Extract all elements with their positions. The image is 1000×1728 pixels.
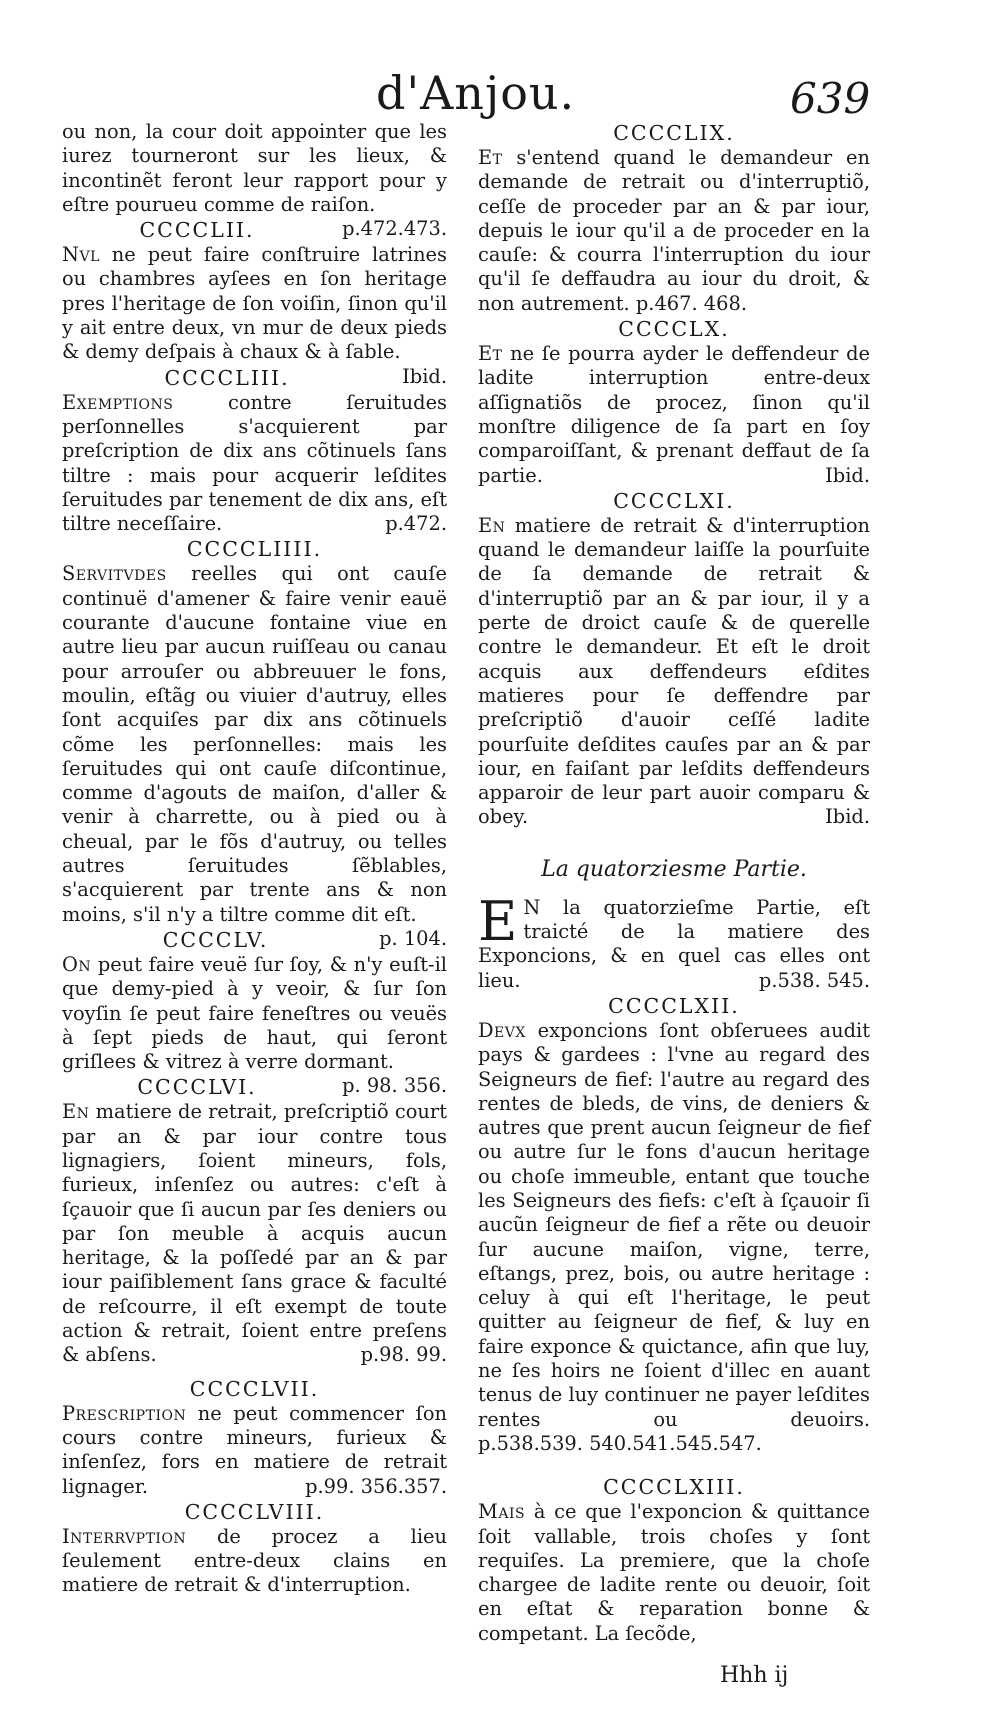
running-header: d'Anjou. bbox=[376, 66, 576, 120]
article-lead-word: Nvl bbox=[62, 243, 100, 267]
page-reference: p.538. 545. bbox=[758, 968, 870, 992]
page-reference: p.538.539. 540.541.545.547. bbox=[478, 1431, 762, 1455]
page-reference: p.472. bbox=[385, 512, 447, 536]
page-number: 639 bbox=[790, 74, 871, 123]
article-text: matiere de retrait & d'interruption quand le demandeur laiſſe la pourſuite de ſa demande de retrait & d'interruptiõ par an & par iour, il y a perte de droict cauſe & de querelle contre le demandeur. Et eſt le droit acquis aux deffendeurs eſdites matieres pour ſe deffendre par preſcriptiõ d'auoir ceſſé ladite pourſuite deſdites cauſes par an & par iour, en faiſant par leſdits deffendeurs apparoir de leur part auoir comparu & obey. bbox=[478, 513, 870, 829]
article-text: ne peut commencer ſon cours contre mineurs, furieux & inſenſez, fors en matiere de retrait lignager. bbox=[62, 1401, 447, 1498]
page-reference: Ibid. bbox=[825, 463, 870, 487]
part-intro-paragraph bbox=[478, 889, 870, 993]
article-number: CCCCLXIII. bbox=[603, 1475, 745, 1500]
article-lead-word: Prescription bbox=[62, 1401, 187, 1425]
page-reference: Ibid. bbox=[825, 805, 870, 829]
page-reference: p. 98. 356. bbox=[342, 1074, 447, 1098]
page-reference: p.472.473. bbox=[342, 217, 447, 241]
left-column bbox=[62, 120, 447, 1598]
signature-mark: Hhh ij bbox=[720, 1663, 789, 1688]
article-lead-word: Mais bbox=[478, 1500, 526, 1524]
article-paragraph bbox=[478, 1500, 870, 1646]
article-paragraph bbox=[478, 146, 870, 316]
article-paragraph bbox=[62, 391, 447, 537]
article-lead-word: On bbox=[62, 952, 92, 976]
article-text: à ce que l'exponcion & quittance ſoit vallable, trois choſes y ſont requiſes. La premiere, que la choſe chargee de ladite rente ou deuoir, ſoit en eſtat & reparation bonne & competant. La ſecõde, bbox=[478, 1500, 870, 1645]
page-reference: Ibid. bbox=[402, 364, 447, 388]
article-text: ne ſe pourra ayder le deffendeur de ladite interruption entre-deux aſſignatiõs de procez, ſinon qu'il monſtre diligence de ſa part en ſoy comparoiſſant, & prenant deffaut de ſa partie. bbox=[478, 342, 870, 487]
article-number: CCCCLXII. bbox=[608, 993, 740, 1018]
article-paragraph bbox=[478, 514, 870, 830]
article-number: CCCCLV. bbox=[162, 927, 269, 952]
right-column bbox=[478, 120, 870, 1646]
article-number: CCCCLII. bbox=[139, 218, 255, 243]
page-reference: p.99. 356.357. bbox=[305, 1474, 447, 1498]
article-paragraph bbox=[478, 1019, 870, 1456]
article-lead-word: En bbox=[62, 1100, 90, 1124]
article-text: peut faire veuë ſur ſoy, & n'y euſt-il que demy-pied à y veoir, & ſur ſon voyſin ſe peut faire feneſtres ou veuës à ſept pieds de haut, qui ſeront griſlees & vitrez à verre dormant. bbox=[62, 952, 447, 1074]
article-text: contre ſeruitudes perſonnelles s'acquierent par preſcription de dix ans cõtinuels ſans tiltre : mais pour acquerir leſdites ſeruitudes par tenement de dix ans, eſt tiltre neceſſaire. bbox=[62, 390, 447, 536]
article-number: CCCCLXI. bbox=[613, 488, 735, 513]
article-text: ne peut faire conſtruire latrines ou chambres ayſees en ſon heritage pres l'heritage de ſon voiſin, ſinon qu'il y ait entre deux, vn mur de deux pieds & demy deſpais à chaux & à ſable. bbox=[62, 243, 447, 364]
page-reference: p.467. 468. bbox=[635, 291, 747, 315]
article-paragraph bbox=[62, 1525, 447, 1598]
article-text: s'entend quand le demandeur en demande de retrait ou d'interruptiõ, ceſſe de proceder par an & par iour, depuis le iour qu'il a de proceder en la cauſe: & courra l'interruption du iour qu'il ſe deffaudra au iour du droit, & non autrement. bbox=[478, 146, 870, 315]
article-lead-word: En bbox=[478, 513, 506, 537]
paragraph-text: ou non, la cour doit appointer que les iurez tourneront sur les lieux, & incontinẽt feront leur rapport pour y eſtre pourueu comme de raiſon. bbox=[62, 120, 447, 216]
article-number: CCCCLVI. bbox=[137, 1075, 257, 1100]
article-number: CCCCLVIII. bbox=[184, 1499, 325, 1524]
article-text: matiere de retrait, preſcriptiõ court par an & par iour contre tous lignagiers, ſoient mineurs, fols, furieux, inſenſez ou autres: c'eſt à ſçauoir que ſi aucun par ſes deniers ou par ſon meuble à acquis aucun heritage, & la poſſedé par an & par iour paiſiblement ſans grace & faculté de reſcourre, il eſt exempt de toute action & retrait, ſoient entre preſens & abſens. bbox=[62, 1100, 447, 1367]
part-intro-text: N la quatorzieſme Partie, eſt traicté de la matiere des Exponcions, & en quel cas elles ont lieu. bbox=[478, 895, 870, 992]
page-reference: p. 104. bbox=[379, 926, 447, 950]
part-title: La quatorziesme Partie. bbox=[541, 856, 807, 882]
article-lead-word: Et bbox=[478, 342, 503, 366]
page-reference: p.98. 99. bbox=[360, 1343, 447, 1367]
article-number: CCCCLIX. bbox=[613, 121, 735, 145]
article-number: CCCCLVII. bbox=[189, 1376, 320, 1401]
article-number: CCCCLIII. bbox=[164, 365, 290, 390]
article-paragraph bbox=[62, 1402, 447, 1499]
article-paragraph bbox=[478, 342, 870, 488]
article-number: CCCCLX. bbox=[618, 317, 730, 342]
article-lead-word: Devx bbox=[478, 1018, 526, 1042]
article-lead-word: Et bbox=[478, 146, 503, 169]
article-number: CCCCLIIII. bbox=[186, 537, 323, 562]
article-lead-word: Servitvdes bbox=[62, 562, 167, 586]
article-lead-word: Interrvption bbox=[62, 1524, 187, 1548]
article-lead-word: Exemptions bbox=[62, 390, 174, 414]
article-text: de procez a lieu ſeulement entre-deux clains en matiere de retrait & d'interruption. bbox=[62, 1524, 447, 1597]
article-paragraph bbox=[62, 1100, 447, 1367]
article-text: reelles qui ont cauſe continuë d'amener & faire venir eauë courante d'aucune fontaine viue en autre lieu par aucun ruiſſeau ou canau pour arrouſer ou abbreuuer le fons, moulin, eſtãg ou viuier d'autruy, elles ſont acquiſes par dix ans cõtinuels cõme les perſonnelles: mais les ſeruitudes qui ont cauſe diſcontinue, comme d'agouts de maiſon, d'aller & venir à charrette, ou à pied ou à cheual, par le fõs d'autruy, ou telles autres ſeruitudes ſẽblables, s'acquierent par trente ans & non moins, s'il n'y a tiltre comme dit eſt. bbox=[62, 562, 447, 926]
article-text: exponcions ſont obſeruees audit pays & gardees : l'vne au regard des Seigneurs de fief: l'autre au regard des rentes de bleds, de vins, de deniers & autres que prent aucun ſeigneur de fief ou autre ſur le fons d'aucun heritage ou choſe immeuble, entant que touche les Seigneurs des fiefs: c'eſt à ſçauoir ſi aucũn ſeigneur de fief a rẽte ou deuoir ſur aucune maiſon, vigne, terre, eſtangs, prez, bois, ou autre heritage : celuy à qui eſt l'heritage, le peut quitter au ſeigneur de fief, & luy en faire exponce & quictance, afin que luy, ne ſes hoirs ne ſoient d'illec en auant tenus de luy continuer ne payer leſdites rentes ou deuoirs. bbox=[478, 1018, 870, 1431]
drop-cap: E bbox=[478, 889, 518, 953]
